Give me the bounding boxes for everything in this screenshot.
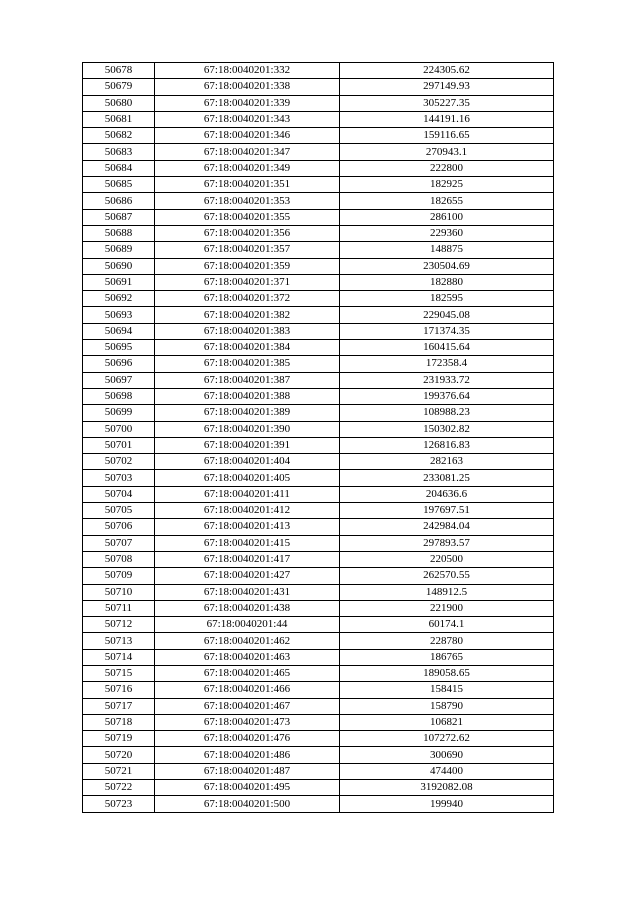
cadastral-number-cell: 67:18:0040201:357: [155, 242, 340, 258]
cadastral-number-cell: 67:18:0040201:500: [155, 796, 340, 812]
table-row: [83, 307, 554, 323]
row-number-cell: 50712: [83, 617, 155, 633]
table-row: [83, 796, 554, 812]
cadastral-value-cell: 150302.82: [340, 421, 554, 437]
table-row: [83, 193, 554, 209]
cadastral-number-cell: 67:18:0040201:486: [155, 747, 340, 763]
table-row: [83, 600, 554, 616]
row-number-cell: 50717: [83, 698, 155, 714]
row-number-cell: 50701: [83, 437, 155, 453]
row-number-cell: 50722: [83, 780, 155, 796]
cadastral-value-cell: 60174.1: [340, 617, 554, 633]
cadastral-value-cell: 300690: [340, 747, 554, 763]
cadastral-number-cell: 67:18:0040201:462: [155, 633, 340, 649]
cadastral-value-cell: 171374.35: [340, 323, 554, 339]
table-row: [83, 274, 554, 290]
cadastral-value-cell: 221900: [340, 600, 554, 616]
cadastral-value-cell: 233081.25: [340, 470, 554, 486]
row-number-cell: 50699: [83, 405, 155, 421]
row-number-cell: 50713: [83, 633, 155, 649]
table-row: [83, 714, 554, 730]
table-row: [83, 486, 554, 502]
cadastral-number-cell: 67:18:0040201:476: [155, 731, 340, 747]
cadastral-number-cell: 67:18:0040201:384: [155, 340, 340, 356]
cadastral-number-cell: 67:18:0040201:355: [155, 209, 340, 225]
table-row: [83, 698, 554, 714]
cadastral-value-cell: 305227.35: [340, 95, 554, 111]
cadastral-value-cell: 158415: [340, 682, 554, 698]
table-row: [83, 763, 554, 779]
row-number-cell: 50691: [83, 274, 155, 290]
row-number-cell: 50690: [83, 258, 155, 274]
row-number-cell: 50698: [83, 388, 155, 404]
cadastral-value-cell: 231933.72: [340, 372, 554, 388]
cadastral-value-cell: 182925: [340, 177, 554, 193]
cadastral-value-cell: 3192082.08: [340, 780, 554, 796]
table-row: [83, 519, 554, 535]
row-number-cell: 50680: [83, 95, 155, 111]
table-row: [83, 177, 554, 193]
table-row: [83, 340, 554, 356]
row-number-cell: 50681: [83, 111, 155, 127]
row-number-cell: 50687: [83, 209, 155, 225]
cadastral-number-cell: 67:18:0040201:438: [155, 600, 340, 616]
row-number-cell: 50683: [83, 144, 155, 160]
cadastral-number-cell: 67:18:0040201:417: [155, 551, 340, 567]
cadastral-number-cell: 67:18:0040201:487: [155, 763, 340, 779]
cadastral-value-cell: 126816.83: [340, 437, 554, 453]
row-number-cell: 50686: [83, 193, 155, 209]
table-row: [83, 584, 554, 600]
row-number-cell: 50711: [83, 600, 155, 616]
cadastral-value-cell: 229045.08: [340, 307, 554, 323]
table-row: [83, 160, 554, 176]
row-number-cell: 50682: [83, 128, 155, 144]
cadastral-value-cell: 159116.65: [340, 128, 554, 144]
table-row: [83, 437, 554, 453]
cadastral-value-cell: 160415.64: [340, 340, 554, 356]
cadastral-number-cell: 67:18:0040201:356: [155, 225, 340, 241]
cadastral-value-cell: 282163: [340, 454, 554, 470]
table-row: [83, 356, 554, 372]
cadastral-value-cell: 189058.65: [340, 665, 554, 681]
cadastral-number-cell: 67:18:0040201:339: [155, 95, 340, 111]
cadastral-number-cell: 67:18:0040201:404: [155, 454, 340, 470]
row-number-cell: 50693: [83, 307, 155, 323]
row-number-cell: 50718: [83, 714, 155, 730]
cadastral-number-cell: 67:18:0040201:332: [155, 63, 340, 79]
table-row: [83, 568, 554, 584]
table-row: [83, 454, 554, 470]
row-number-cell: 50715: [83, 665, 155, 681]
row-number-cell: 50716: [83, 682, 155, 698]
cadastral-number-cell: 67:18:0040201:387: [155, 372, 340, 388]
cadastral-value-cell: 148875: [340, 242, 554, 258]
cadastral-number-cell: 67:18:0040201:466: [155, 682, 340, 698]
row-number-cell: 50697: [83, 372, 155, 388]
row-number-cell: 50696: [83, 356, 155, 372]
table-row: [83, 421, 554, 437]
cadastral-value-cell: 199940: [340, 796, 554, 812]
table-row: [83, 470, 554, 486]
cadastral-number-cell: 67:18:0040201:372: [155, 291, 340, 307]
cadastral-number-cell: 67:18:0040201:413: [155, 519, 340, 535]
table-row: [83, 747, 554, 763]
cadastral-value-cell: 228780: [340, 633, 554, 649]
cadastral-value-cell: 220500: [340, 551, 554, 567]
cadastral-value-cell: 270943.1: [340, 144, 554, 160]
table-row: [83, 731, 554, 747]
cadastral-number-cell: 67:18:0040201:473: [155, 714, 340, 730]
cadastral-value-cell: 182880: [340, 274, 554, 290]
row-number-cell: 50708: [83, 551, 155, 567]
cadastral-value-cell: 148912.5: [340, 584, 554, 600]
row-number-cell: 50689: [83, 242, 155, 258]
row-number-cell: 50695: [83, 340, 155, 356]
table-row: [83, 209, 554, 225]
cadastral-number-cell: 67:18:0040201:346: [155, 128, 340, 144]
row-number-cell: 50678: [83, 63, 155, 79]
cadastral-value-cell: 199376.64: [340, 388, 554, 404]
cadastral-value-table: [82, 62, 554, 813]
cadastral-value-cell: 297149.93: [340, 79, 554, 95]
row-number-cell: 50706: [83, 519, 155, 535]
row-number-cell: 50707: [83, 535, 155, 551]
cadastral-number-cell: 67:18:0040201:359: [155, 258, 340, 274]
cadastral-value-cell: 242984.04: [340, 519, 554, 535]
cadastral-value-cell: 172358.4: [340, 356, 554, 372]
cadastral-number-cell: 67:18:0040201:338: [155, 79, 340, 95]
cadastral-value-cell: 106821: [340, 714, 554, 730]
row-number-cell: 50700: [83, 421, 155, 437]
cadastral-value-cell: 182595: [340, 291, 554, 307]
cadastral-number-cell: 67:18:0040201:388: [155, 388, 340, 404]
cadastral-number-cell: 67:18:0040201:463: [155, 649, 340, 665]
cadastral-number-cell: 67:18:0040201:391: [155, 437, 340, 453]
cadastral-value-cell: 286100: [340, 209, 554, 225]
cadastral-number-cell: 67:18:0040201:411: [155, 486, 340, 502]
table-row: [83, 79, 554, 95]
cadastral-value-cell: 229360: [340, 225, 554, 241]
row-number-cell: 50705: [83, 503, 155, 519]
table-row: [83, 535, 554, 551]
table-row: [83, 225, 554, 241]
cadastral-number-cell: 67:18:0040201:371: [155, 274, 340, 290]
cadastral-number-cell: 67:18:0040201:44: [155, 617, 340, 633]
row-number-cell: 50710: [83, 584, 155, 600]
cadastral-number-cell: 67:18:0040201:427: [155, 568, 340, 584]
cadastral-number-cell: 67:18:0040201:405: [155, 470, 340, 486]
table-row: [83, 665, 554, 681]
table-row: [83, 95, 554, 111]
table-row: [83, 258, 554, 274]
cadastral-number-cell: 67:18:0040201:383: [155, 323, 340, 339]
cadastral-number-cell: 67:18:0040201:382: [155, 307, 340, 323]
table-row: [83, 780, 554, 796]
cadastral-value-cell: 158790: [340, 698, 554, 714]
row-number-cell: 50721: [83, 763, 155, 779]
row-number-cell: 50692: [83, 291, 155, 307]
table-row: [83, 242, 554, 258]
cadastral-value-cell: 224305.62: [340, 63, 554, 79]
cadastral-value-cell: 144191.16: [340, 111, 554, 127]
row-number-cell: 50719: [83, 731, 155, 747]
cadastral-number-cell: 67:18:0040201:431: [155, 584, 340, 600]
cadastral-number-cell: 67:18:0040201:415: [155, 535, 340, 551]
cadastral-number-cell: 67:18:0040201:349: [155, 160, 340, 176]
row-number-cell: 50685: [83, 177, 155, 193]
cadastral-value-cell: 262570.55: [340, 568, 554, 584]
cadastral-number-cell: 67:18:0040201:353: [155, 193, 340, 209]
table-row: [83, 649, 554, 665]
row-number-cell: 50703: [83, 470, 155, 486]
cadastral-number-cell: 67:18:0040201:412: [155, 503, 340, 519]
row-number-cell: 50684: [83, 160, 155, 176]
table-row: [83, 291, 554, 307]
row-number-cell: 50714: [83, 649, 155, 665]
cadastral-value-cell: 230504.69: [340, 258, 554, 274]
cadastral-number-cell: 67:18:0040201:495: [155, 780, 340, 796]
table-row: [83, 323, 554, 339]
table-row: [83, 111, 554, 127]
table-row: [83, 633, 554, 649]
table-row: [83, 503, 554, 519]
row-number-cell: 50702: [83, 454, 155, 470]
table-row: [83, 617, 554, 633]
table-row: [83, 128, 554, 144]
cadastral-number-cell: 67:18:0040201:347: [155, 144, 340, 160]
cadastral-number-cell: 67:18:0040201:351: [155, 177, 340, 193]
row-number-cell: 50723: [83, 796, 155, 812]
row-number-cell: 50688: [83, 225, 155, 241]
cadastral-value-cell: 297893.57: [340, 535, 554, 551]
table-row: [83, 551, 554, 567]
table-body: [83, 63, 554, 813]
table-row: [83, 372, 554, 388]
cadastral-number-cell: 67:18:0040201:465: [155, 665, 340, 681]
cadastral-value-cell: 182655: [340, 193, 554, 209]
row-number-cell: 50694: [83, 323, 155, 339]
cadastral-value-cell: 186765: [340, 649, 554, 665]
cadastral-value-cell: 107272.62: [340, 731, 554, 747]
cadastral-number-cell: 67:18:0040201:343: [155, 111, 340, 127]
cadastral-number-cell: 67:18:0040201:390: [155, 421, 340, 437]
cadastral-value-cell: 197697.51: [340, 503, 554, 519]
cadastral-value-cell: 108988.23: [340, 405, 554, 421]
cadastral-number-cell: 67:18:0040201:385: [155, 356, 340, 372]
row-number-cell: 50704: [83, 486, 155, 502]
cadastral-number-cell: 67:18:0040201:467: [155, 698, 340, 714]
cadastral-value-cell: 204636.6: [340, 486, 554, 502]
row-number-cell: 50679: [83, 79, 155, 95]
cadastral-number-cell: 67:18:0040201:389: [155, 405, 340, 421]
row-number-cell: 50720: [83, 747, 155, 763]
cadastral-value-cell: 474400: [340, 763, 554, 779]
table-row: [83, 682, 554, 698]
table-row: [83, 388, 554, 404]
table-row: [83, 63, 554, 79]
cadastral-value-cell: 222800: [340, 160, 554, 176]
row-number-cell: 50709: [83, 568, 155, 584]
table-row: [83, 144, 554, 160]
table-row: [83, 405, 554, 421]
